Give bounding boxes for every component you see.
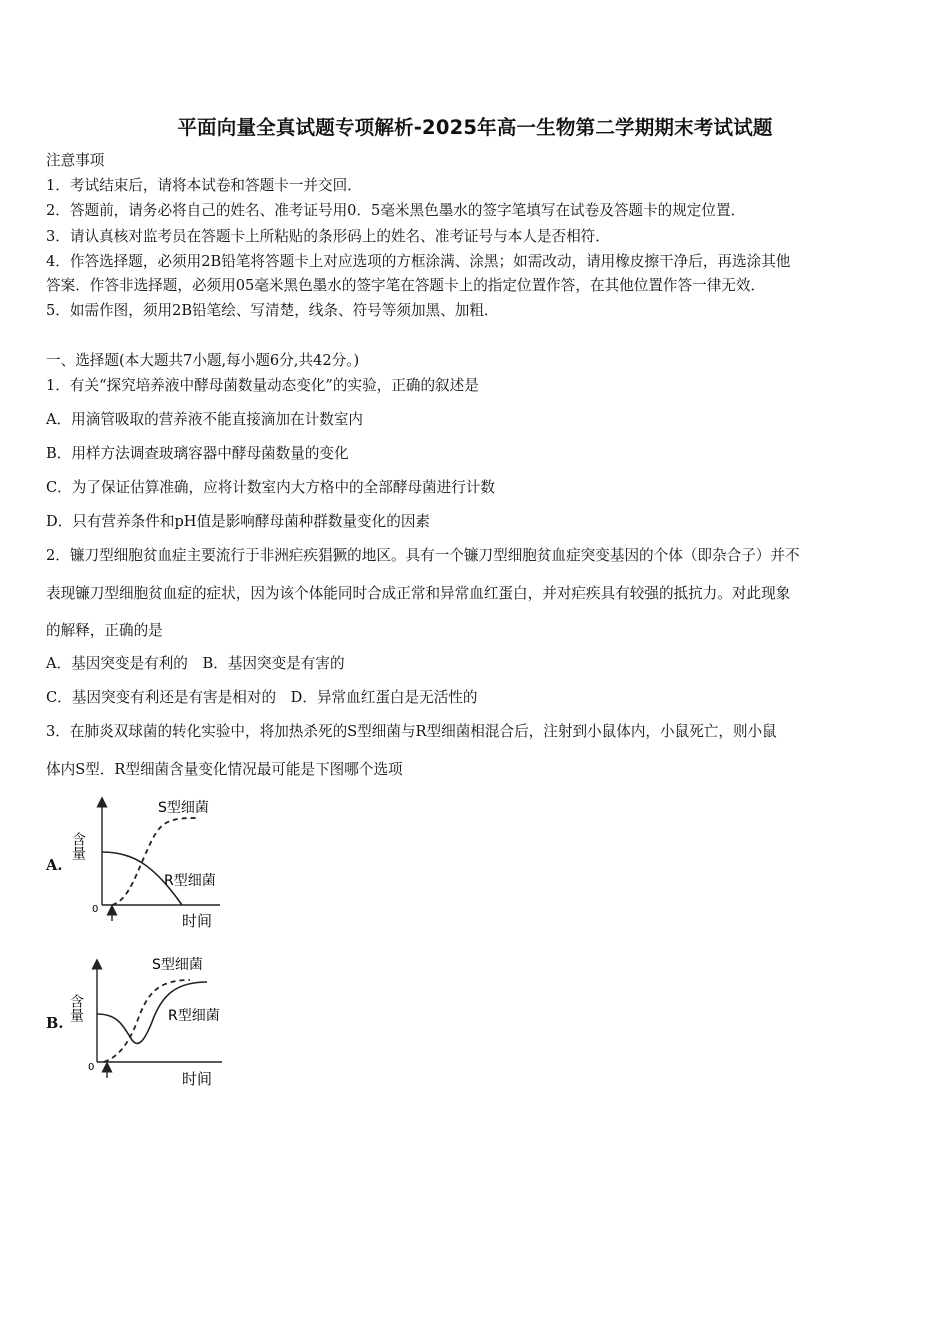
question-3-stem-line: 体内S型．R型细菌含量变化情况最可能是下图哪个选项 — [46, 761, 403, 778]
r-label: R型细菌 — [168, 1008, 220, 1024]
question-2-stem-line: 2．镰刀型细胞贫血症主要流行于非洲疟疾猖獗的地区。具有一个镰刀型细胞贫血症突变基因的个体（即杂合子）并不 — [46, 547, 800, 564]
question-3-stem-line: 3．在肺炎双球菌的转化实验中，将加热杀死的S型细菌与R型细菌相混合后，注射到小鼠体内，小鼠死亡，则小鼠 — [46, 723, 777, 740]
question-1-option-a: A．用滴管吸取的营养液不能直接滴加在计数室内 — [46, 411, 364, 428]
notice-item: 4．作答选择题，必须用2B铅笔将答题卡上对应选项的方框涂满、涂黑；如需改动，请用橡皮擦干净后，再选涂其他 — [46, 253, 791, 270]
notice-item: 5．如需作图，须用2B铅笔绘、写清楚，线条、符号等须加黑、加粗． — [46, 302, 499, 319]
s-label: S型细菌 — [158, 800, 209, 816]
notice-heading: 注意事项 — [46, 152, 105, 169]
question-2-stem-line: 的解释，正确的是 — [46, 622, 163, 639]
x-axis-label: 时间 — [182, 912, 213, 930]
graph-b-label: B. — [46, 1015, 64, 1032]
y-axis-label: 含量 — [70, 832, 86, 860]
graph-a-label: A. — [46, 857, 63, 874]
notice-item: 2．答题前，请务必将自己的姓名、准考证号用0．5毫米黑色墨水的签字笔填写在试卷及答题卡的规定位置． — [46, 202, 746, 219]
section-heading: 一、选择题(本大题共7小题,每小题6分,共42分。) — [46, 352, 360, 369]
question-2-options-cd: C．基因突变有利还是有害是相对的 D．异常血红蛋白是无活性的 — [46, 689, 478, 706]
question-1-option-c: C．为了保证估算准确，应将计数室内大方格中的全部酵母菌进行计数 — [46, 479, 495, 496]
x-axis-label: 时间 — [182, 1070, 213, 1088]
s-label: S型细菌 — [152, 957, 203, 973]
question-1-stem: 1．有关“探究培养液中酵母菌数量动态变化”的实验，正确的叙述是 — [46, 377, 479, 394]
question-2-stem-line: 表现镰刀型细胞贫血症的症状，因为该个体能同时合成正常和异常血红蛋白，并对疟疾具有较强的抵抗力。对此现象 — [46, 585, 791, 602]
question-2-options-ab: A．基因突变是有利的 B．基因突变是有害的 — [46, 655, 345, 672]
origin-label: 0 — [88, 1062, 95, 1073]
notice-item: 答案．作答非选择题，必须用05毫米黑色墨水的签字笔在答题卡上的指定位置作答，在其他位置作答一律无效． — [46, 277, 766, 294]
graph-b — [68, 952, 242, 1097]
question-1-option-d: D．只有营养条件和pH值是影响酵母菌种群数量变化的因素 — [46, 513, 431, 530]
page-title: 平面向量全真试题专项解析-2025年高一生物第二学期期末考试试题 — [177, 116, 773, 139]
notice-item: 1．考试结束后，请将本试卷和答题卡一并交回． — [46, 177, 362, 194]
notice-item: 3．请认真核对监考员在答题卡上所粘贴的条形码上的姓名、准考证号与本人是否相符． — [46, 228, 610, 245]
origin-label: 0 — [92, 904, 99, 915]
r-label: R型细菌 — [164, 873, 216, 889]
question-1-option-b: B．用样方法调查玻璃容器中酵母菌数量的变化 — [46, 445, 349, 462]
s-curve — [112, 818, 197, 905]
y-axis-label: 含量 — [68, 994, 84, 1022]
graph-a — [72, 790, 242, 935]
